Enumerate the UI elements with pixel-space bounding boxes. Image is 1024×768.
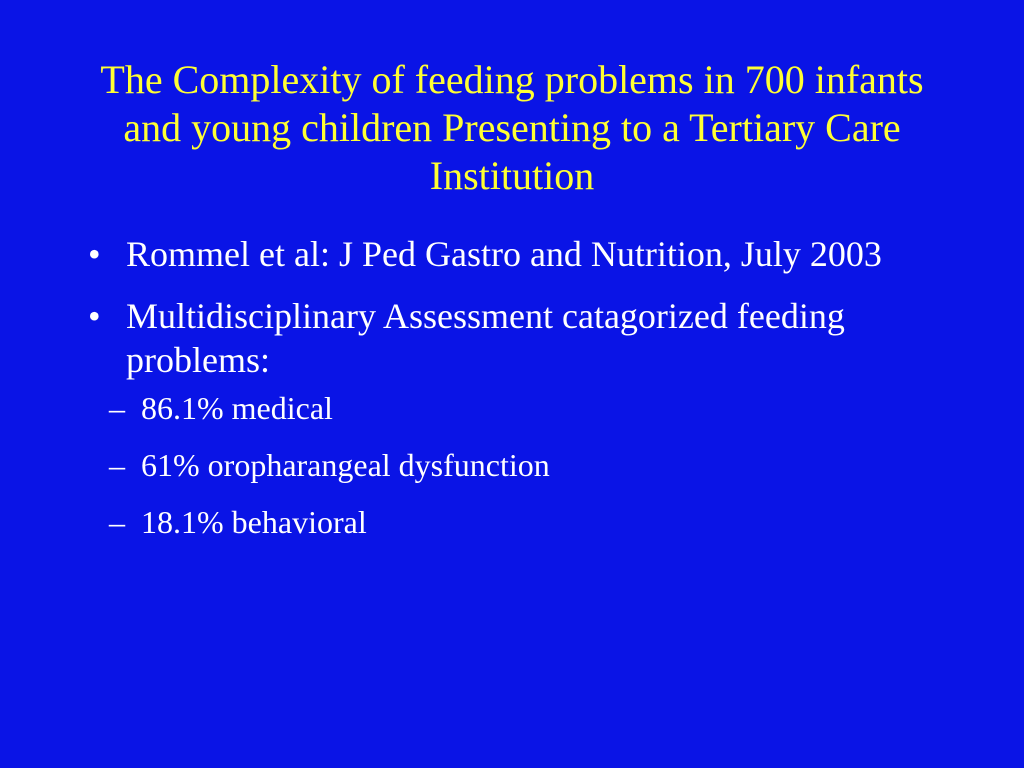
sub-bullet-item [96, 445, 948, 485]
bullet-text: Rommel et al: J Ped Gastro and Nutrition, July 2003 [126, 234, 882, 274]
sub-bullet-text: 61% oropharangeal dysfunction [141, 447, 550, 483]
sub-bullet-list [109, 388, 948, 542]
slide-title: The Complexity of feeding problems in 700 infants and young children Presenting to a Tertiary Care Institution [100, 57, 924, 198]
sub-bullet-item [96, 502, 948, 542]
bullet-item [88, 294, 948, 542]
bullet-list [88, 232, 948, 560]
sub-bullet-marker: – [109, 447, 125, 483]
bullet-text: Multidisciplinary Assessment catagorized feeding problems: [126, 296, 845, 380]
sub-bullet-text: 18.1% behavioral [141, 504, 367, 540]
sub-bullet-item [96, 388, 948, 428]
sub-bullet-text: 86.1% medical [141, 390, 333, 426]
bullet-item [88, 232, 948, 276]
bullet-marker: • [88, 296, 101, 336]
sub-bullet-marker: – [109, 390, 125, 426]
sub-bullet-marker: – [109, 504, 125, 540]
bullet-marker: • [88, 234, 101, 274]
